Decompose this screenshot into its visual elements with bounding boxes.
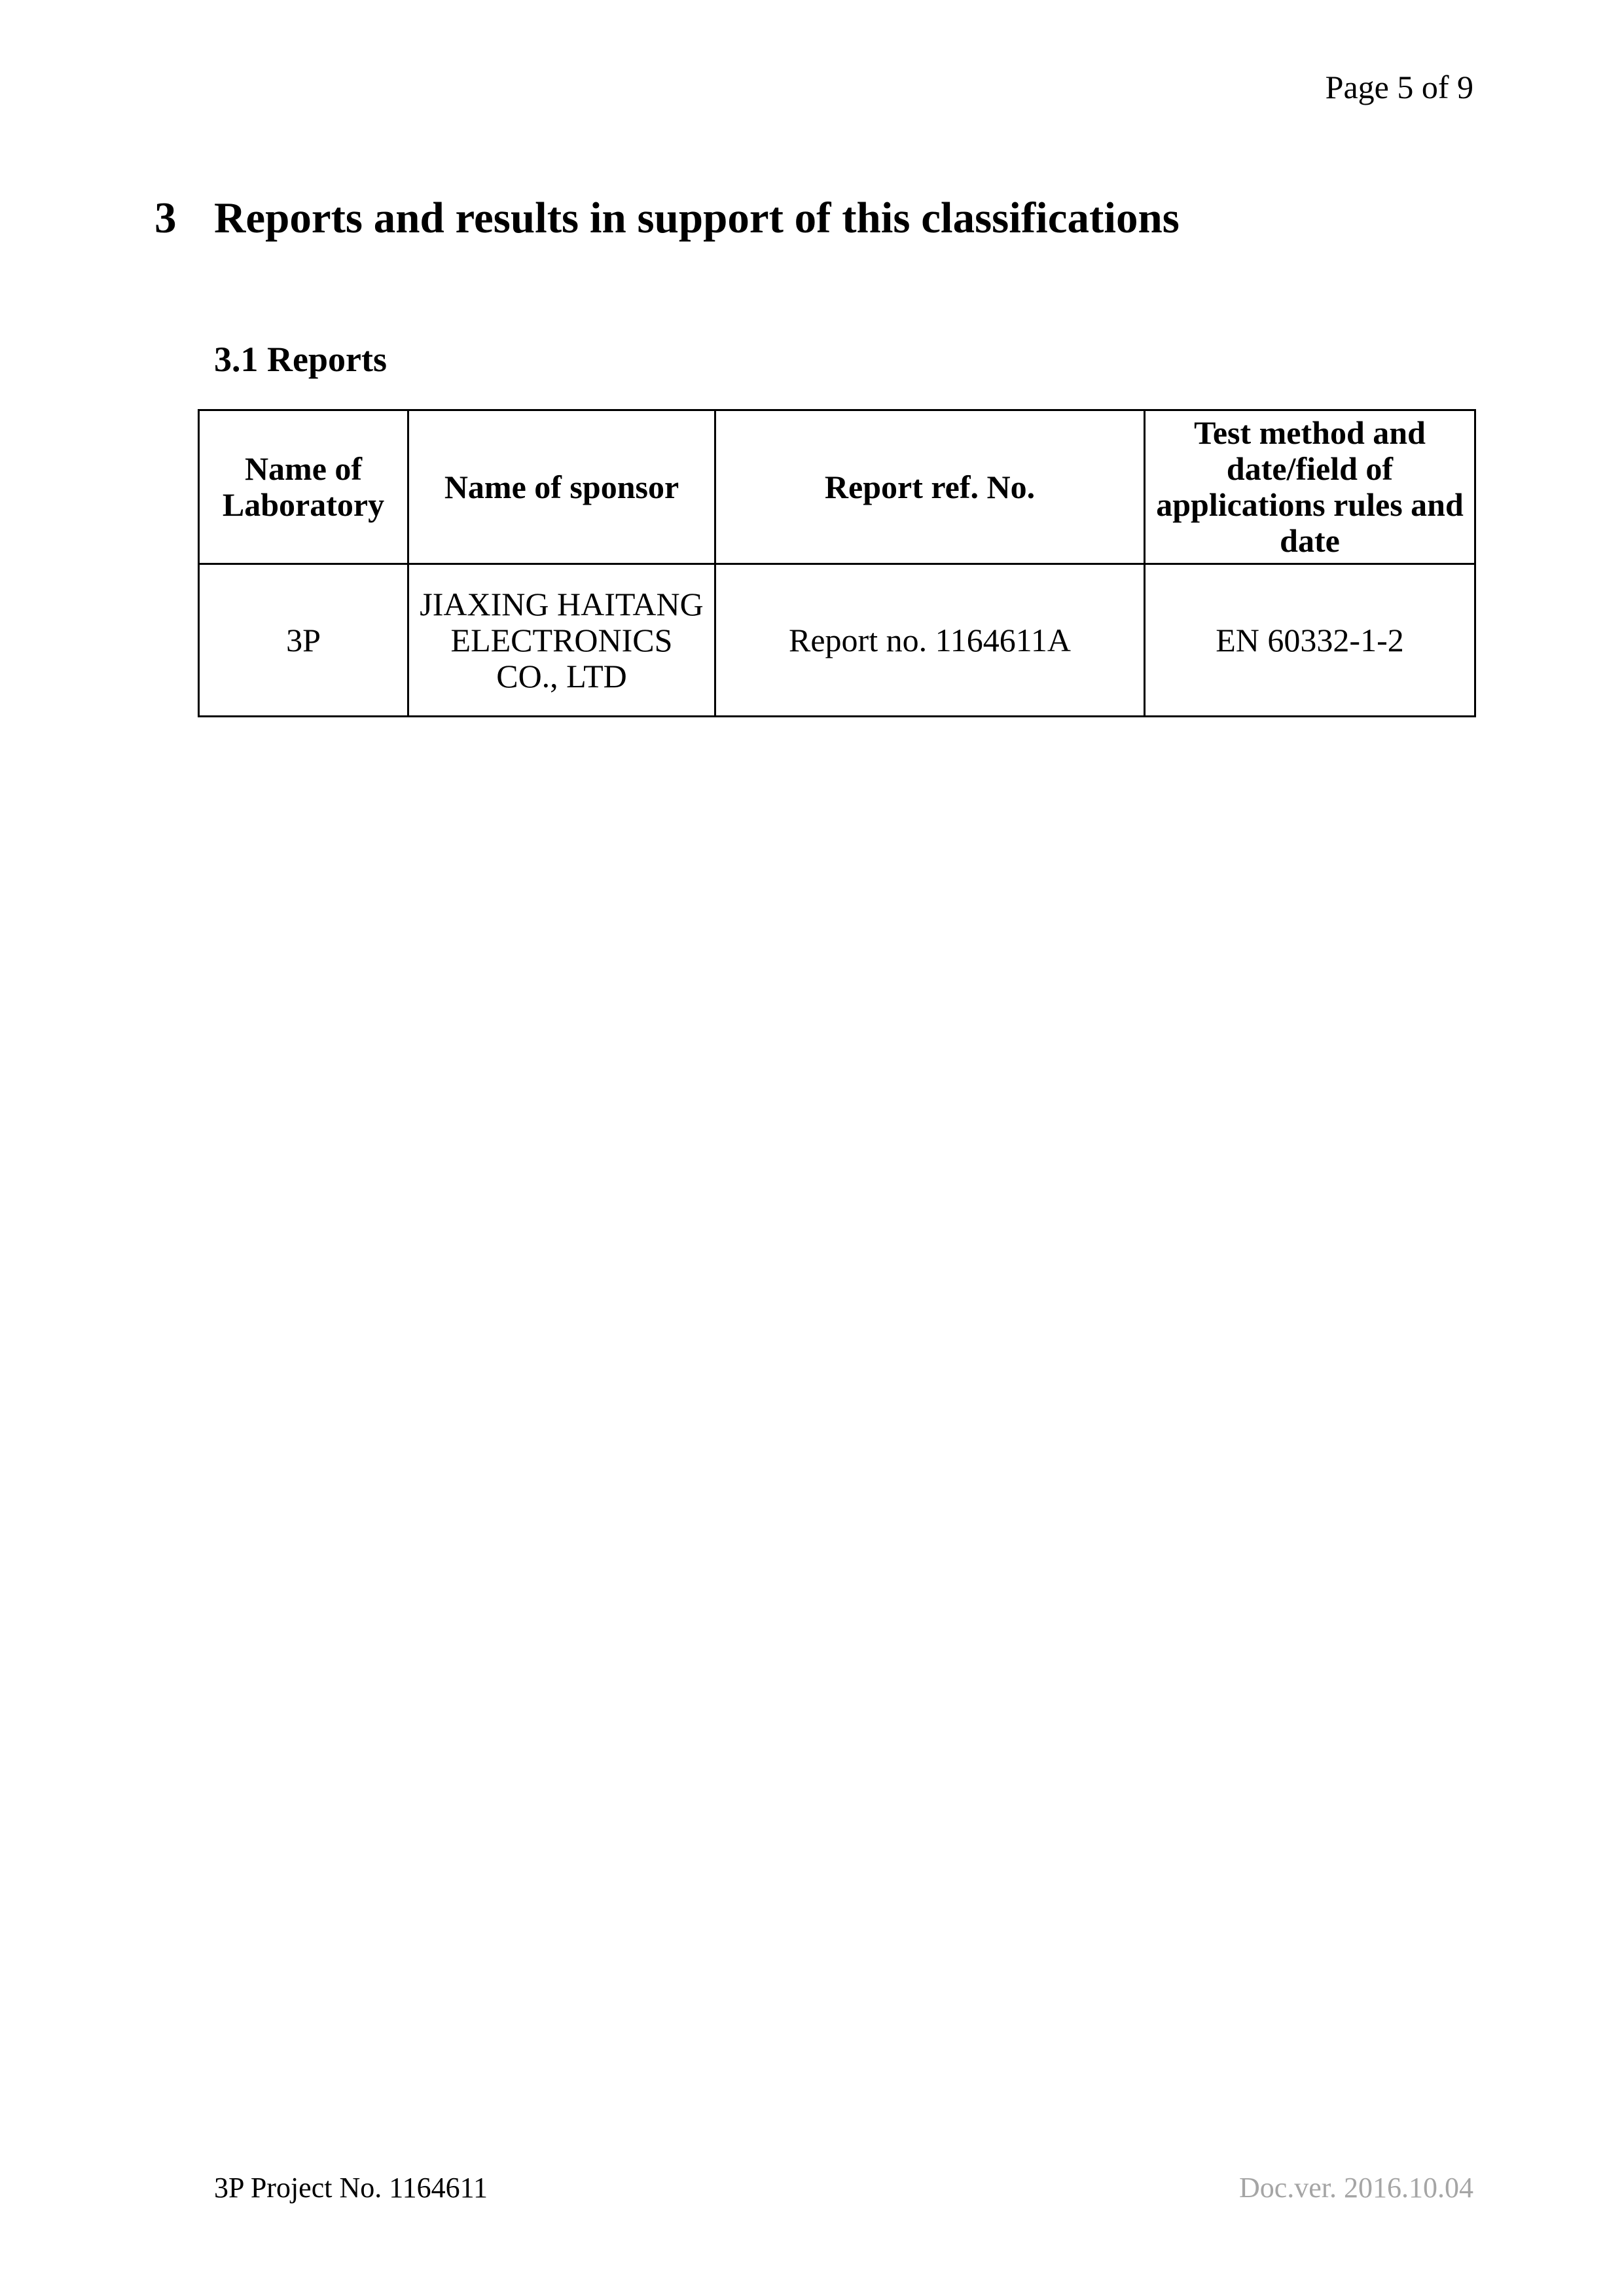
cell-sponsor: JIAXING HAITANG ELECTRONICS CO., LTD [408,564,715,717]
footer-project-number: 3P Project No. 1164611 [214,2172,488,2204]
col-header-test-method: Test method and date/field of applications rules and date [1145,410,1475,564]
cell-test-method: EN 60332-1-2 [1145,564,1475,717]
col-header-report-ref-no: Report ref. No. [715,410,1145,564]
footer-doc-version: Doc.ver. 2016.10.04 [1238,2172,1473,2204]
section-title: Reports and results in support of this classifications [214,194,1180,242]
page-number: Page 5 of 9 [1325,69,1473,105]
cell-report-ref: Report no. 1164611A [715,564,1145,717]
page-footer [0,2172,1624,2206]
col-header-name-of-sponsor: Name of sponsor [408,410,715,564]
section-heading [154,192,1180,243]
reports-table [198,409,1476,717]
table-row [199,564,1475,717]
section-number: 3 [154,194,177,242]
col-header-name-of-laboratory: Name of Laboratory [199,410,408,564]
cell-laboratory: 3P [199,564,408,717]
subsection-heading: 3.1 Reports [214,340,387,379]
table-header-row [199,410,1475,564]
